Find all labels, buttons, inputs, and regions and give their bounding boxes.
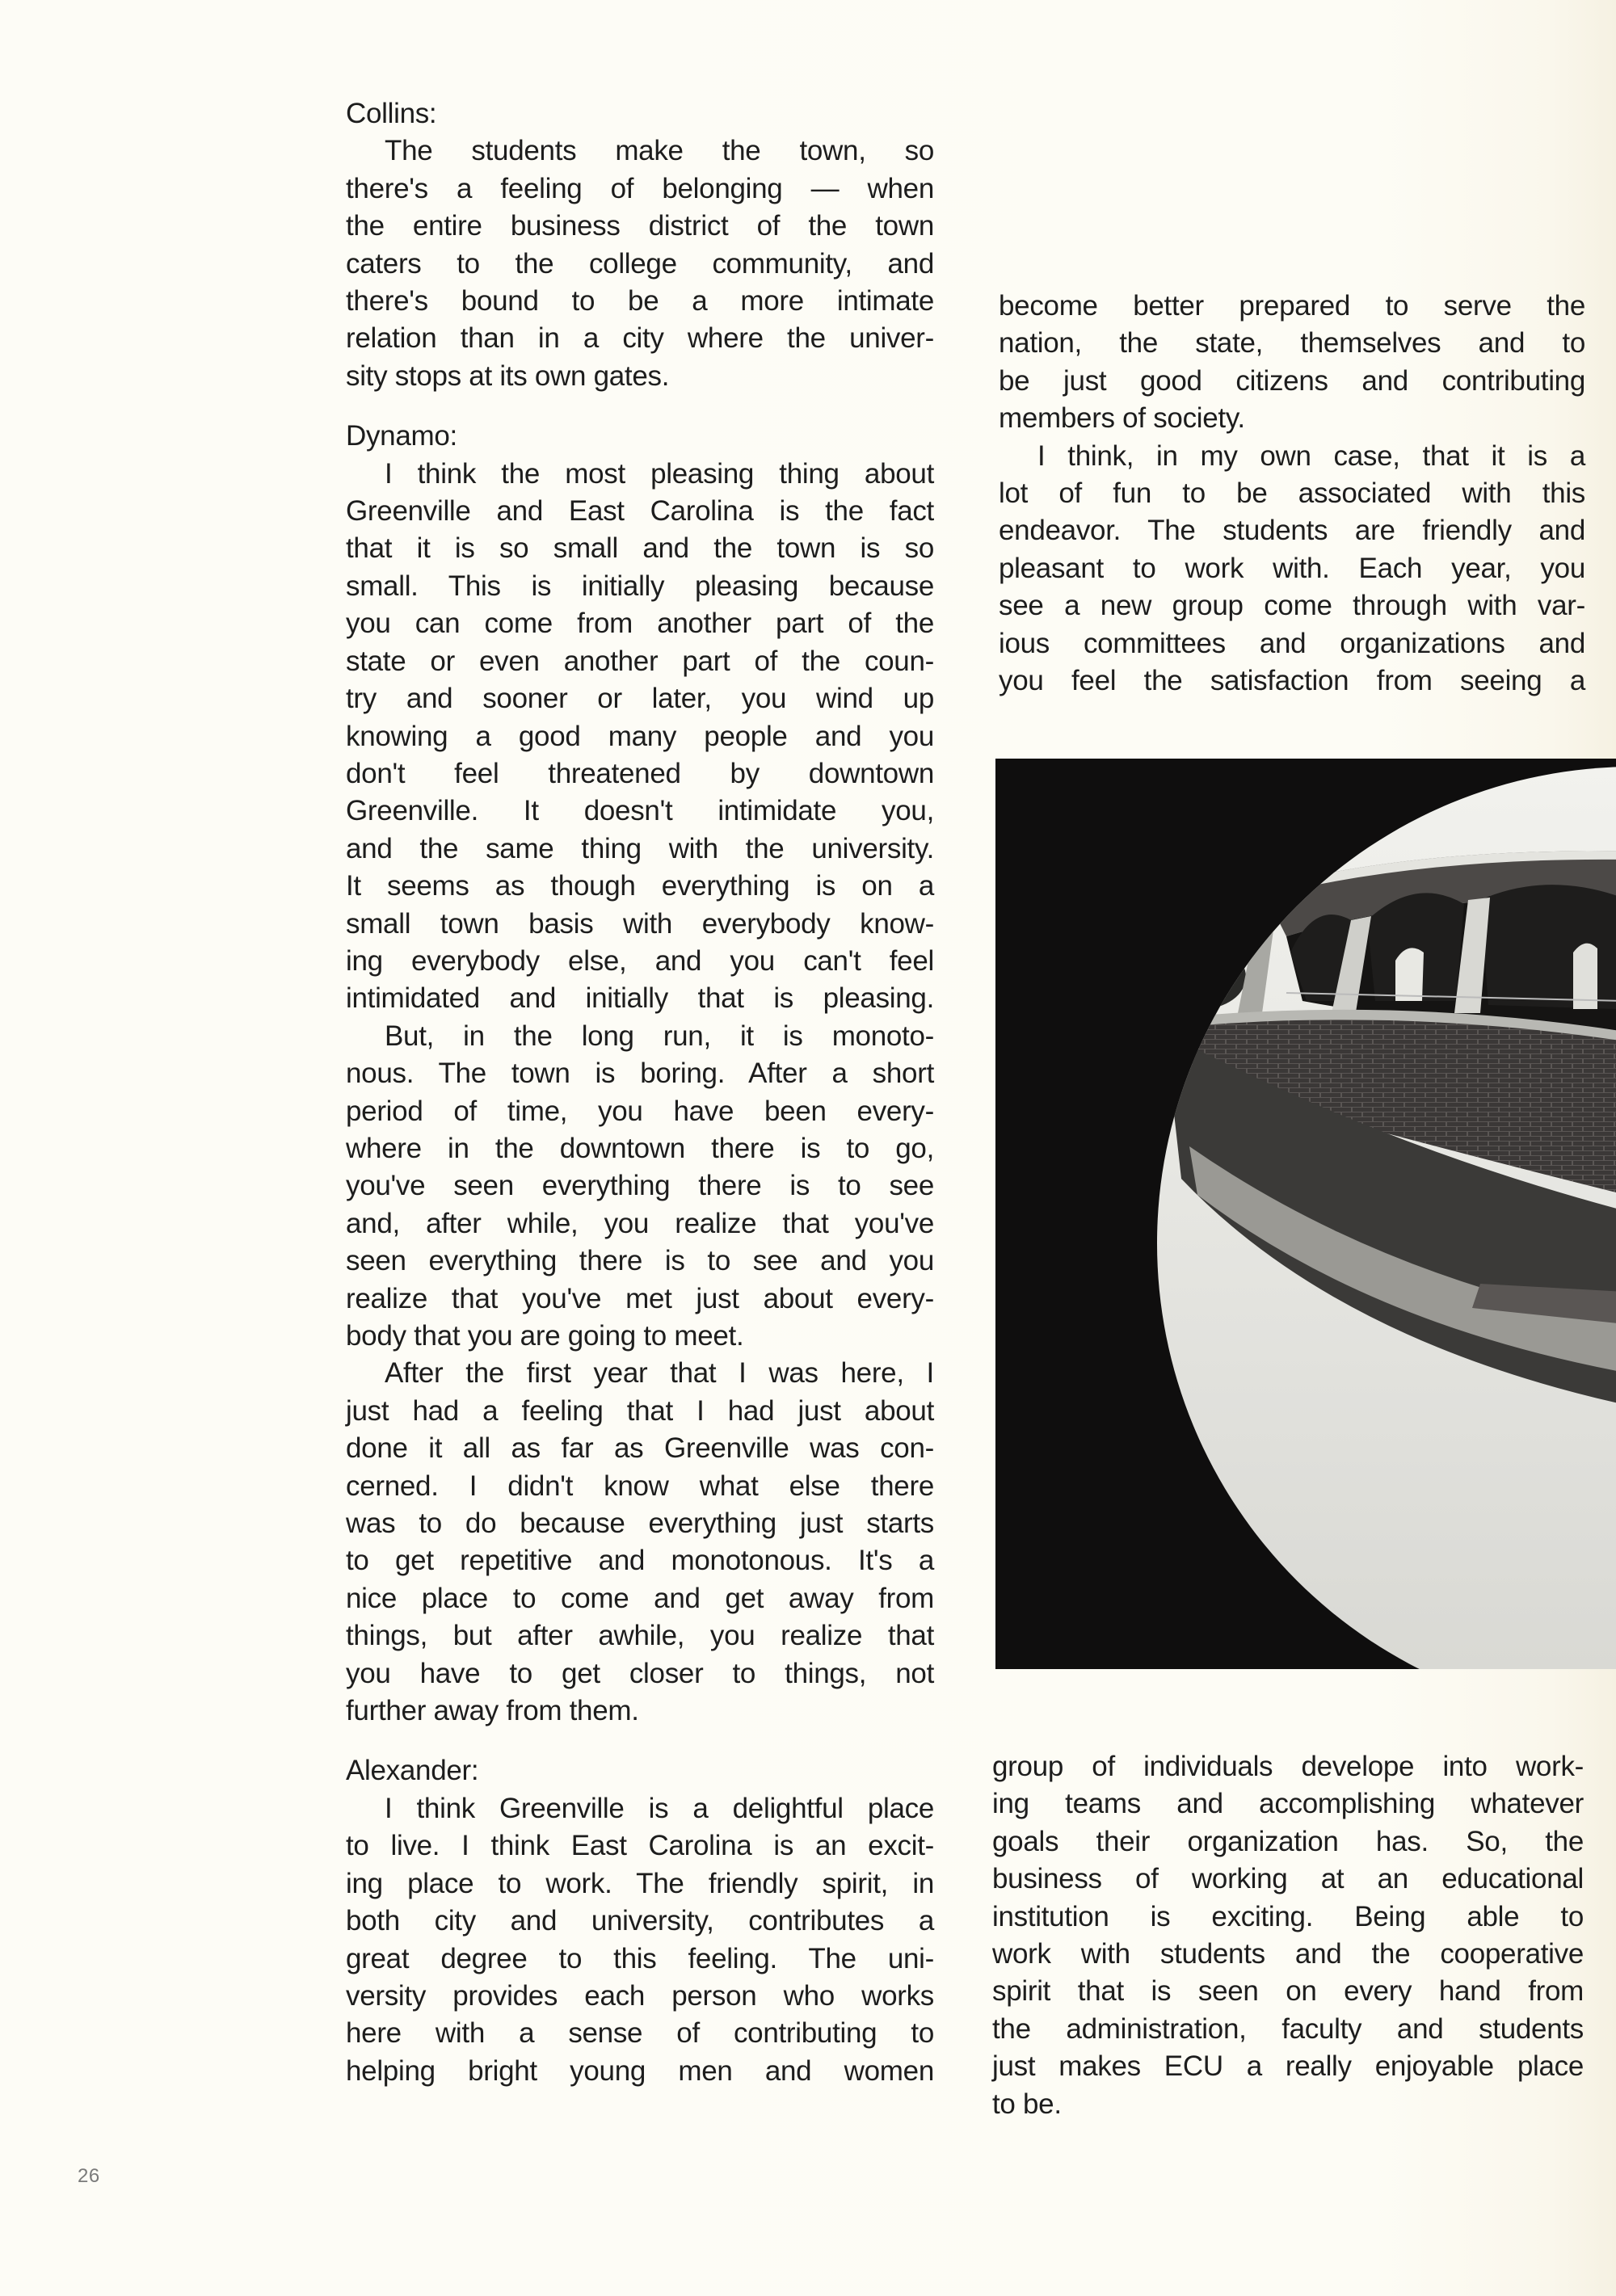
text-line: knowing a good many people and you: [346, 720, 934, 752]
text-line: small. This is initially pleasing because: [346, 570, 934, 602]
text-line: It seems as though everything is on a: [346, 870, 934, 902]
text-line: members of society.: [999, 402, 1245, 435]
text-line: seen everything there is to see and you: [346, 1245, 934, 1277]
speaker-section-alexander: [346, 1752, 934, 2090]
text-line: the administration, faculty and students: [992, 2012, 1584, 2045]
text-line: you've seen everything there is to see: [346, 1170, 934, 1202]
text-line: state or even another part of the coun-: [346, 645, 934, 677]
text-line: here with a sense of contributing to: [346, 2017, 934, 2050]
text-line: don't feel threatened by downtown: [346, 757, 934, 789]
text-line: that it is so small and the town is so: [346, 532, 934, 565]
text-line: ing teams and accomplishing whatever: [992, 1788, 1584, 1820]
text-line: the entire business district of the town: [346, 210, 934, 242]
text-line: institution is exciting. Being able to: [992, 1900, 1584, 1932]
speaker-label: Alexander:: [346, 1755, 479, 1787]
paragraph: [999, 438, 1585, 700]
speaker-label: Dynamo:: [346, 420, 457, 452]
text-line: sity stops at its own gates.: [346, 360, 670, 392]
text-line: After the first year that I was here, I: [385, 1357, 934, 1390]
right-column-bottom: [992, 1748, 1584, 2123]
text-line: things, but after awhile, you realize that: [346, 1620, 934, 1652]
text-line: to be.: [992, 2088, 1062, 2120]
text-line: Greenville and East Carolina is the fact: [346, 495, 934, 528]
text-line: ing place to work. The friendly spirit, in: [346, 1867, 934, 1899]
text-line: pleasant to work with. Each year, you: [999, 552, 1585, 584]
text-line: work with students and the cooperative: [992, 1938, 1584, 1970]
text-line: nice place to come and get away from: [346, 1582, 934, 1614]
paragraph: [999, 288, 1585, 438]
text-line: small town basis with everybody know-: [346, 907, 934, 940]
text-line: nation, the state, themselves and to: [999, 327, 1585, 360]
text-line: nous. The town is boring. After a short: [346, 1058, 934, 1090]
photo-illustration: [995, 759, 1616, 1669]
text-line: realize that you've met just about every-: [346, 1282, 934, 1314]
text-line: caters to the college community, and: [346, 247, 934, 280]
speaker-section-dynamo: [346, 418, 934, 1730]
text-line: was to do because everything just starts: [346, 1508, 934, 1540]
text-line: both city and university, contributes a: [346, 1905, 934, 1937]
text-line: become better prepared to serve the: [999, 290, 1585, 322]
text-line: you can come from another part of the: [346, 608, 934, 640]
text-line: you have to get closer to things, not: [346, 1657, 934, 1689]
text-line: The students make the town, so: [385, 135, 934, 167]
fisheye-building-photo: [995, 759, 1616, 1669]
text-line: you feel the satisfaction from seeing a: [999, 665, 1585, 697]
text-line: goals their organization has. So, the: [992, 1825, 1584, 1857]
text-line: where in the downtown there is to go,: [346, 1132, 934, 1164]
text-line: there's a feeling of belonging — when: [346, 172, 934, 204]
text-line: body that you are going to meet.: [346, 1320, 744, 1352]
speaker-section-collins: [346, 95, 934, 395]
left-column: [346, 95, 934, 2090]
text-line: helping bright young men and women: [346, 2054, 934, 2087]
speaker-label: Collins:: [346, 98, 437, 129]
text-line: there's bound to be a more intimate: [346, 285, 934, 317]
text-line: spirit that is seen on every hand from: [992, 1975, 1584, 2008]
text-line: just makes ECU a really enjoyable place: [992, 2050, 1584, 2083]
text-line: I think, in my own case, that it is a: [1037, 439, 1585, 472]
text-line: be just good citizens and contributing: [999, 364, 1585, 397]
text-line: business of working at an educational: [992, 1863, 1584, 1895]
section-gap: [346, 1730, 934, 1752]
page-number: 26: [78, 2165, 100, 2187]
text-line: and the same thing with the university.: [346, 832, 934, 864]
text-line: versity provides each person who works: [346, 1979, 934, 2012]
text-line: to get repetitive and monotonous. It's a: [346, 1545, 934, 1577]
text-line: see a new group come through with var-: [999, 590, 1585, 622]
text-line: group of individuals develope into work-: [992, 1751, 1584, 1782]
paragraph: [992, 1748, 1584, 2123]
text-line: endeavor. The students are friendly and: [999, 515, 1585, 547]
text-line: further away from them.: [346, 1695, 639, 1727]
text-line: great degree to this feeling. The uni-: [346, 1942, 934, 1974]
text-line: period of time, you have been every-: [346, 1095, 934, 1127]
text-line: Greenville. It doesn't intimidate you,: [346, 795, 934, 827]
paragraph: [346, 1355, 934, 1730]
text-line: try and sooner or later, you wind up: [346, 683, 934, 715]
text-line: done it all as far as Greenville was con-: [346, 1432, 934, 1465]
paragraph: [346, 1018, 934, 1356]
right-column-top: [999, 288, 1585, 700]
text-line: But, in the long run, it is monoto-: [385, 1020, 934, 1052]
paragraph: [346, 456, 934, 1018]
text-line: lot of fun to be associated with this: [999, 477, 1585, 510]
text-line: just had a feeling that I had just about: [346, 1394, 934, 1427]
section-gap: [346, 395, 934, 418]
text-line: ing everybody else, and you can't feel: [346, 944, 934, 977]
paragraph: [346, 132, 934, 395]
text-line: I think Greenville is a delightful place: [385, 1792, 934, 1824]
text-line: relation than in a city where the univer-: [346, 322, 934, 355]
paragraph: [346, 1790, 934, 2090]
text-line: ious committees and organizations and: [999, 627, 1585, 659]
text-line: cerned. I didn't know what else there: [346, 1470, 934, 1502]
text-line: and, after while, you realize that you've: [346, 1207, 934, 1239]
text-line: to live. I think East Carolina is an excit-: [346, 1830, 934, 1862]
text-line: I think the most pleasing thing about: [385, 457, 934, 490]
text-line: intimidated and initially that is pleasing.: [346, 982, 934, 1015]
